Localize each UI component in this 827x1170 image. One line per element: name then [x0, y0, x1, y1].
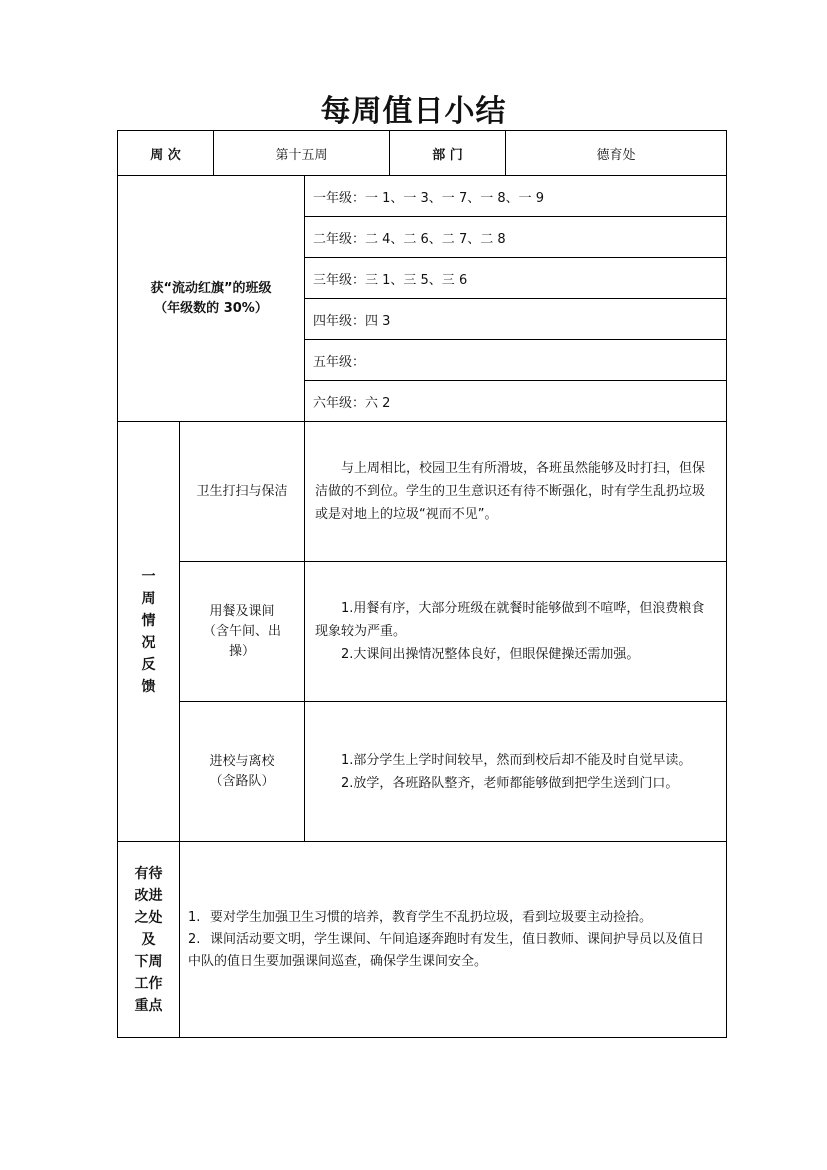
- feedback-meals-breaks: [305, 562, 727, 702]
- improvement-label-part: 及: [141, 931, 156, 948]
- feedback-arrival-departure: [305, 702, 727, 842]
- category-arrival-line: 进校与离校: [209, 753, 275, 769]
- feedback-arrival-item: 2.放学，各班路队整齐，老师都能够做到把学生送到门口。: [341, 775, 679, 791]
- weekly-feedback-char: 周: [141, 590, 156, 607]
- weekly-feedback-char: 馈: [141, 678, 156, 695]
- summary-table: [117, 130, 727, 1038]
- improvement-label-part: 改进: [134, 887, 163, 904]
- grade-3-classes: 三年级：三 1、三 5、三 6: [305, 258, 727, 299]
- weekly-feedback-label: [118, 422, 180, 842]
- weekly-feedback-char: 况: [141, 634, 156, 651]
- improvement-item: [188, 929, 712, 973]
- improvement-item-number: 1.: [188, 909, 201, 925]
- page-title: 每周值日小结: [320, 94, 507, 129]
- category-arrival-departure: [180, 702, 305, 842]
- improvement-label-part: 之处: [134, 909, 163, 926]
- improvement-label: [118, 842, 180, 1038]
- feedback-hygiene: [305, 422, 727, 562]
- improvement-item-text: 要对学生加强卫生习惯的培养，教育学生不乱扔垃圾，看到垃圾要主动捡拾。: [210, 909, 653, 925]
- grade-1-classes: 一年级：一 1、一 3、一 7、一 8、一 9: [305, 176, 727, 217]
- improvement-content: [180, 842, 727, 1038]
- weekly-feedback-char: 一: [141, 568, 156, 585]
- feedback-hygiene-text: 与上周相比，校园卫生有所滑坡，各班虽然能够及时打扫，但保洁做的不到位。学生的卫生意识还有待不断强化，时有学生乱扔垃圾或是对地上的垃圾“视而不见”。: [315, 461, 706, 522]
- grade-2-classes: 二年级：二 4、二 6、二 7、二 8: [305, 217, 727, 258]
- improvement-label-part: 工作: [134, 975, 163, 992]
- improvement-label-part: 重点: [134, 997, 163, 1014]
- weekly-feedback-char: 情: [141, 612, 156, 629]
- header-row: [118, 131, 727, 176]
- category-hygiene-line: 卫生打扫与保洁: [196, 483, 288, 499]
- red-flag-label-line2: （年级数的 30%）: [154, 300, 268, 316]
- category-meals-line: 用餐及课间: [209, 603, 275, 619]
- red-flag-label-line1: 获“流动红旗”的班级: [150, 280, 272, 296]
- week-label: 周 次: [118, 131, 214, 176]
- dept-label: 部 门: [390, 131, 506, 176]
- improvement-label-part: 有待: [134, 865, 163, 882]
- category-hygiene: [180, 422, 305, 562]
- improvement-item-number: 2.: [188, 931, 201, 947]
- grade-4-classes: 四年级：四 3: [305, 299, 727, 340]
- week-value: 第十五周: [214, 131, 390, 176]
- improvement-item: [188, 907, 712, 929]
- grade-6-classes: 六年级：六 2: [305, 381, 727, 422]
- dept-value: 德育处: [506, 131, 727, 176]
- feedback-meals-item: 1.用餐有序，大部分班级在就餐时能够做到不喧哗，但浪费粮食现象较为严重。: [315, 601, 705, 639]
- category-meals-line: 操）: [228, 643, 255, 659]
- weekly-feedback-char: 反: [141, 656, 156, 673]
- category-meals-line: （含午间、出: [202, 623, 281, 639]
- grade-5-classes: 五年级：: [305, 340, 727, 381]
- category-meals-breaks: [180, 562, 305, 702]
- feedback-meals-item: 2.大课间出操情况整体良好，但眼保健操还需加强。: [341, 647, 640, 662]
- red-flag-label: [118, 176, 305, 422]
- category-arrival-line: （含路队）: [209, 773, 275, 789]
- improvement-item-text: 课间活动要文明，学生课间、午间追逐奔跑时有发生，值日教师、课间护导员以及值日中队的值日生要加强课间巡查，确保学生课间安全。: [188, 931, 705, 969]
- improvement-label-part: 下周: [134, 953, 163, 970]
- feedback-arrival-item: 1.部分学生上学时间较早，然而到校后却不能及时自觉早读。: [341, 752, 692, 768]
